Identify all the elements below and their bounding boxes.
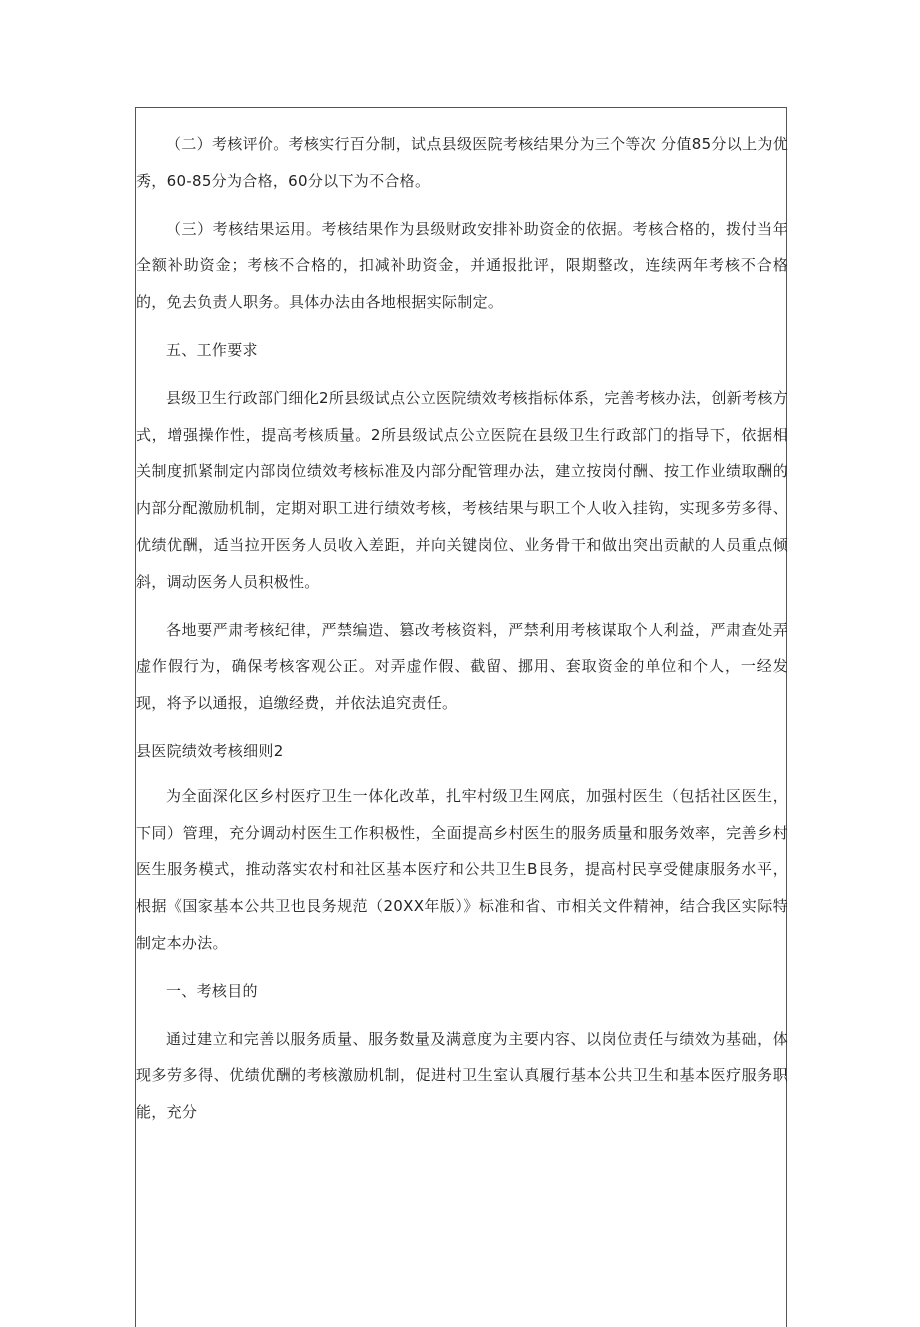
paragraph-reform-intro: 为全面深化区乡村医疗卫生一体化改革，扎牢村级卫生网底，加强村医生（包括社区医生，下同）管理，充分调动村医生工作积极性，全面提高乡村医生的服务质量和服务效率，完善乡村医生服务模式，推动落实农村和社区基本医疗和公共卫生B艮务，提高村民享受健康服务水平，根据《国家基本公共卫也艮务规范（20XX年版）》标准和省、市相关文件精神，结合我区实际特制定本办法。 xyxy=(136,786,788,952)
paragraph-assessment-purpose: 通过建立和完善以服务质量、服务数量及满意度为主要内容、以岗位责任与绩效为基础，体现多劳多得、优绩优酬的考核激励机制，促进村卫生室认真履行基本公共卫生和基本医疗服务职能，充分 xyxy=(136,1029,788,1122)
document-body xyxy=(136,126,788,1142)
paragraph-assessment-evaluation: （二）考核评价。考核实行百分制，试点县级医院考核结果分为三个等次 分值85分以上为优秀，60-85分为合格，60分以下为不合格。 xyxy=(136,135,788,190)
section-heading-work-requirements: 五、工作要求 xyxy=(166,340,258,359)
document-subtitle: 县医院绩效考核细则2 xyxy=(136,741,284,760)
paragraph-assessment-results-use: （三）考核结果运用。考核结果作为县级财政安排补助资金的依据。考核合格的，拨付当年全额补助资金；考核不合格的，扣减补助资金，并通报批评，限期整改，连续两年考核不合格的，免去负责人职务。具体办法由各地根据实际制定。 xyxy=(136,219,788,312)
section-heading-assessment-purpose: 一、考核目的 xyxy=(166,981,258,1000)
paragraph-assessment-discipline: 各地要严肃考核纪律，严禁编造、篡改考核资料，严禁利用考核谋取个人利益，严肃查处弄虚作假行为，确保考核客观公正。对弄虚作假、截留、挪用、套取资金的单位和个人，一经发现，将予以通报，追缴经费，并依法追究责任。 xyxy=(136,620,788,713)
paragraph-county-health-department: 县级卫生行政部门细化2所县级试点公立医院绩效考核指标体系，完善考核办法，创新考核方式，增强操作性，提高考核质量。2所县级试点公立医院在县级卫生行政部门的指导下，依据相关制度抓紧制定内部岗位绩效考核标准及内部分配管理办法，建立按岗付酬、按工作业绩取酬的内部分配激励机制，定期对职工进行绩效考核，考核结果与职工个人收入挂钩，实现多劳多得、优绩优酬，适当拉开医务人员收入差距，并向关键岗位、业务骨干和做出突出贡献的人员重点倾斜，调动医务人员积极性。 xyxy=(136,388,788,591)
